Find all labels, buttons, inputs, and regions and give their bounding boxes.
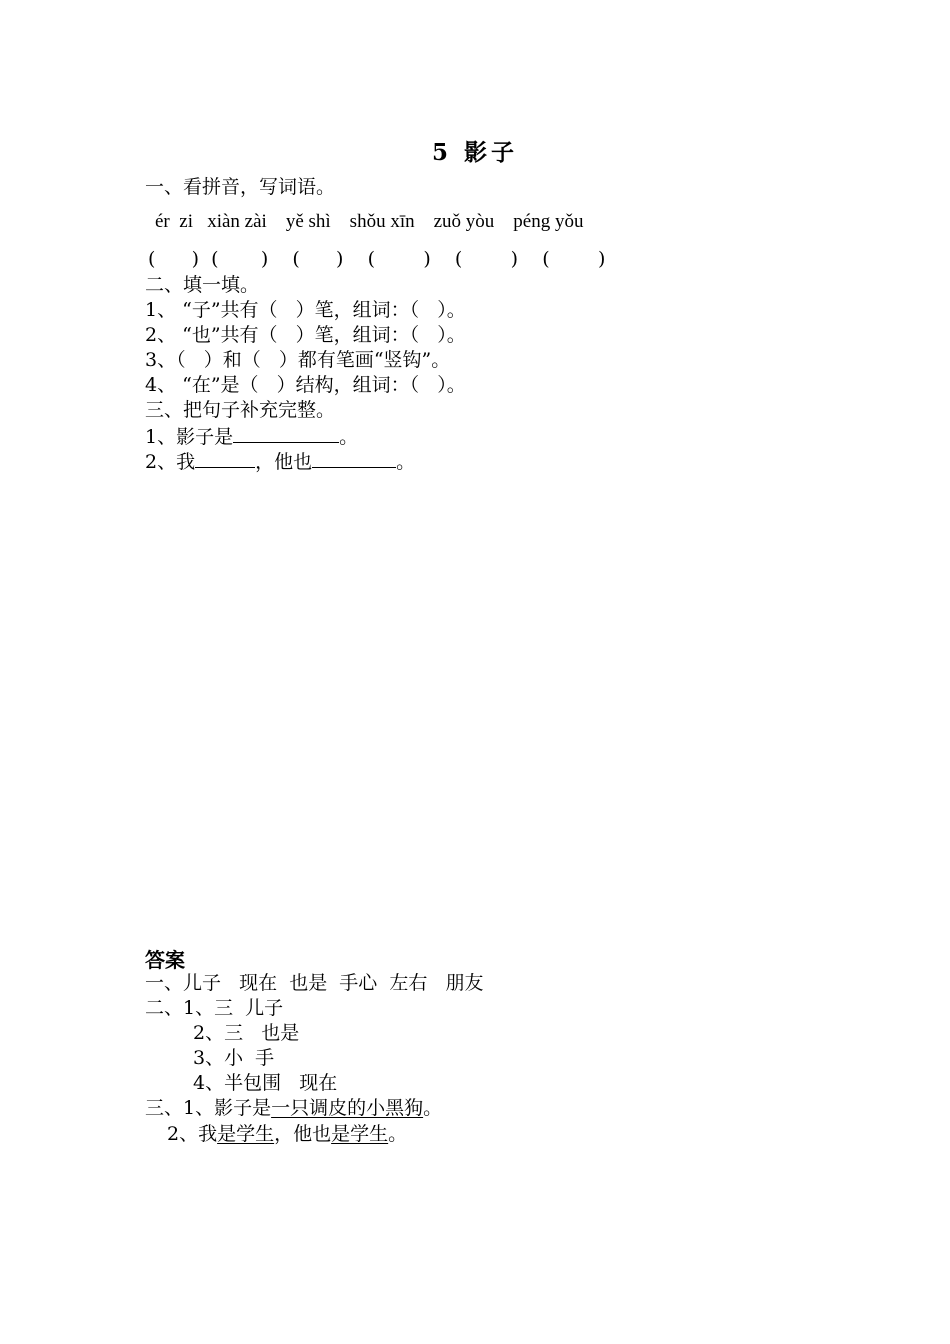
answer-2-2: 2、三 也是	[193, 1022, 300, 1044]
q2-prefix: 2、我	[145, 451, 196, 473]
fill-blank[interactable]	[312, 447, 396, 468]
q2-middle: ，他也	[255, 451, 313, 473]
page-title: 5 影子	[431, 139, 518, 166]
answer-3-1-suffix: 。	[423, 1097, 443, 1119]
section2-question-4: 4、 “在”是（ ）结构，组词：（ ）。	[145, 374, 466, 396]
answer-3-2	[167, 1121, 407, 1147]
section3-question-2	[145, 447, 415, 475]
fill-blank[interactable]	[195, 447, 255, 468]
answers-heading: 答案	[145, 948, 185, 972]
section2-question-2: 2、 “也”共有（ ）笔，组词：（ ）。	[145, 324, 466, 346]
answer-3-2-suffix: 。	[388, 1123, 408, 1145]
fill-blank[interactable]	[233, 422, 339, 443]
section2-question-3: 3、（ ）和（ ）都有笔画“竖钩”。	[145, 349, 451, 371]
section2-heading: 二、填一填。	[145, 274, 260, 296]
answer-2-3: 3、小 手	[193, 1047, 275, 1069]
answer-3-1-prefix: 三、1、影子是	[145, 1097, 272, 1119]
answer-3-2-middle: ，他也	[274, 1123, 332, 1145]
answer-3-2-prefix: 2、我	[167, 1123, 218, 1145]
section2-question-1: 1、 “子”共有（ ）笔，组词：（ ）。	[145, 299, 466, 321]
section3-heading: 三、把句子补充完整。	[145, 399, 336, 421]
answer-3-1-fill: 一只调皮的小黑狗	[271, 1097, 424, 1119]
answer-2-4: 4、半包围 现在	[193, 1072, 338, 1094]
q1-suffix: 。	[339, 426, 359, 448]
answer-parens-row: ( ) ( ) ( ) ( ) ( ) ( )	[148, 248, 606, 270]
answer-3-1	[145, 1095, 442, 1121]
section3-question-1	[145, 422, 358, 450]
pinyin-row: ér zi xiàn zài yě shì shǒu xīn zuǒ yòu péng yǒu	[155, 211, 584, 232]
answer-2-1: 二、1、三 儿子	[145, 997, 284, 1019]
answer-3-2-fill2: 是学生	[331, 1123, 389, 1145]
answer-1: 一、儿子 现在 也是 手心 左右 朋友	[145, 972, 484, 994]
answer-3-2-fill1: 是学生	[217, 1123, 275, 1145]
section1-heading: 一、看拼音，写词语。	[145, 176, 336, 198]
q2-suffix: 。	[396, 451, 416, 473]
q1-prefix: 1、影子是	[145, 426, 234, 448]
